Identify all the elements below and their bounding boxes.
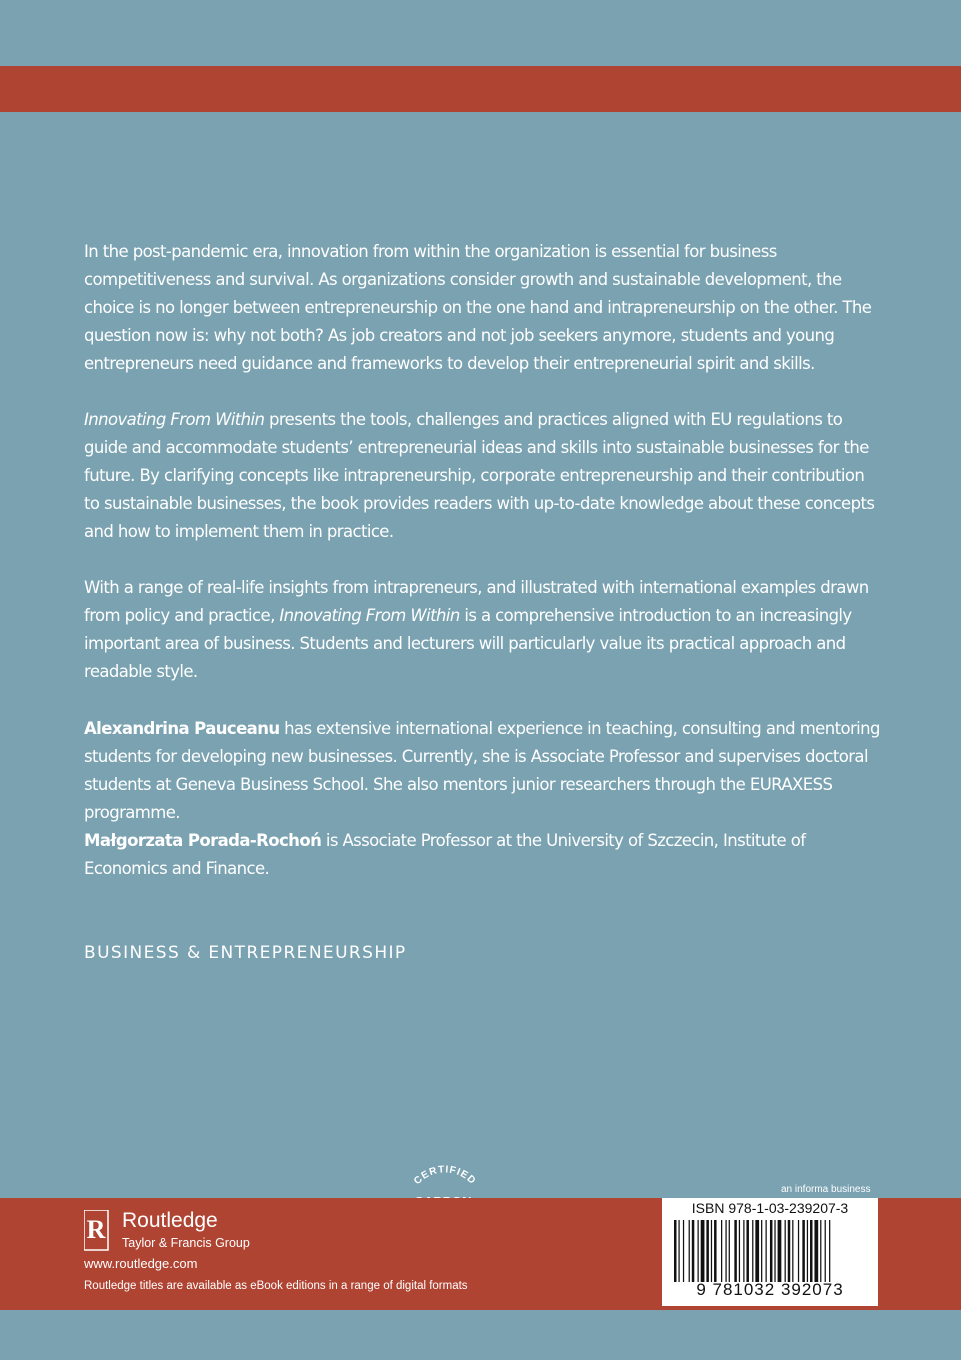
svg-text:CERTIFIED <box>412 1164 478 1187</box>
isbn-digits: 9 781032 392073 <box>696 1280 844 1299</box>
carbon-certified-text: CERTIFIED <box>412 1164 478 1188</box>
barcode-bar <box>798 1220 799 1282</box>
barcode-bar <box>770 1220 773 1282</box>
barcode-bar <box>678 1220 679 1282</box>
barcode-bar <box>755 1220 759 1282</box>
author-bio-2-text: is Associate Professor at the University of Szczecin, Institute of Economics and Finance. <box>84 831 806 878</box>
blurb-paragraph-3 <box>84 574 884 686</box>
barcode-bar <box>711 1220 712 1282</box>
barcode-bar <box>778 1220 782 1282</box>
top-color-band <box>0 66 961 112</box>
author-name-2: Małgorzata Porada-Rochoń <box>84 831 322 850</box>
author-bio-2 <box>84 827 884 883</box>
barcode-bar <box>802 1220 805 1282</box>
barcode-bars <box>672 1220 868 1282</box>
barcode-bar <box>746 1220 749 1282</box>
barcode-bar <box>689 1220 690 1282</box>
barcode-bar <box>766 1220 767 1282</box>
barcode-bar <box>820 1220 821 1282</box>
informa-tagline: an informa business <box>781 1184 871 1195</box>
barcode-bar <box>825 1220 826 1282</box>
barcode-bar <box>698 1220 699 1282</box>
barcode-bar <box>714 1220 717 1282</box>
author-name-1: Alexandrina Pauceanu <box>84 719 280 738</box>
barcode-bar <box>701 1220 705 1282</box>
blurb-paragraph-3-start: With a range of real-life insights from intrapreneurs, and illustrated with international examples drawn from policy and practice, <box>84 578 869 625</box>
barcode-bar <box>734 1220 737 1282</box>
barcode-bar <box>674 1220 677 1282</box>
barcode-bar <box>761 1220 762 1282</box>
barcode-bar <box>814 1220 818 1282</box>
barcode-bar <box>683 1220 684 1282</box>
isbn-label: ISBN 978-1-03-239207-3 <box>691 1200 849 1216</box>
isbn-barcode <box>662 1198 878 1306</box>
subject-category: BUSINESS & ENTREPRENEURSHIP <box>84 943 407 963</box>
barcode-bar <box>829 1220 830 1282</box>
publisher-url[interactable]: www.routledge.com <box>84 1256 198 1271</box>
barcode-bar <box>739 1220 740 1282</box>
barcode-bar <box>788 1220 791 1282</box>
blurb-paragraph-1: In the post-pandemic era, innovation from within the organization is essential for business competitiveness and survival. As organizations consider growth and sustainable development, the choice is no longer between entrepreneurship on the one hand and intrapreneurship on the other. The question now is: why not both? As job creators and not job seekers anymore, students and young entrepreneurs need guidance and frameworks to develop their entrepreneurial spirit and skills. <box>84 242 872 373</box>
blurb-paragraph-3-end: is a comprehensive introduction to an increasingly important area of business. Students and lecturers will particularly value its practical approach and readable style. <box>84 606 852 681</box>
barcode-bar <box>792 1220 793 1282</box>
barcode-bar <box>692 1220 695 1282</box>
barcode-bar <box>729 1220 730 1282</box>
author-bio-1 <box>84 715 884 827</box>
barcode-bar <box>785 1220 786 1282</box>
barcode-bar <box>743 1220 744 1282</box>
barcode-bar <box>810 1220 813 1282</box>
barcode-bar <box>752 1220 753 1282</box>
barcode-bar <box>807 1220 808 1282</box>
author-bio-1-text: has extensive international experience in teaching, consulting and mentoring students for developing new businesses. Currently, she is Associate Professor and supervises doctoral students at Geneva Business School. She also mentors junior researchers through the EURAXESS programme. <box>84 719 880 822</box>
book-title-italic: Innovating From Within <box>279 606 460 625</box>
barcode-bar <box>725 1220 726 1282</box>
barcode-bar <box>721 1220 722 1282</box>
routledge-r-icon <box>84 1210 110 1256</box>
barcode-bar <box>774 1220 775 1282</box>
blurb-paragraph-2 <box>84 406 884 546</box>
blurb-paragraph-2-text: presents the tools, challenges and practices aligned with EU regulations to guide and accommodate students’ entrepreneurial ideas and skills into sustainable businesses for the future. By clarifying concepts like intrapreneurship, corporate entrepreneurship and their contribution to sustainable businesses, the book provides readers with up-to-date knowledge about these concepts and how to implement them in practice. <box>84 410 875 541</box>
publisher-name: Routledge <box>122 1209 218 1232</box>
book-title-italic: Innovating From Within <box>84 410 265 429</box>
barcode-bar <box>706 1220 709 1282</box>
svg-text:R: R <box>86 1215 106 1244</box>
publisher-group: Taylor & Francis Group <box>122 1236 250 1250</box>
ebook-note: Routledge titles are available as eBook editions in a range of digital formats <box>84 1280 468 1292</box>
